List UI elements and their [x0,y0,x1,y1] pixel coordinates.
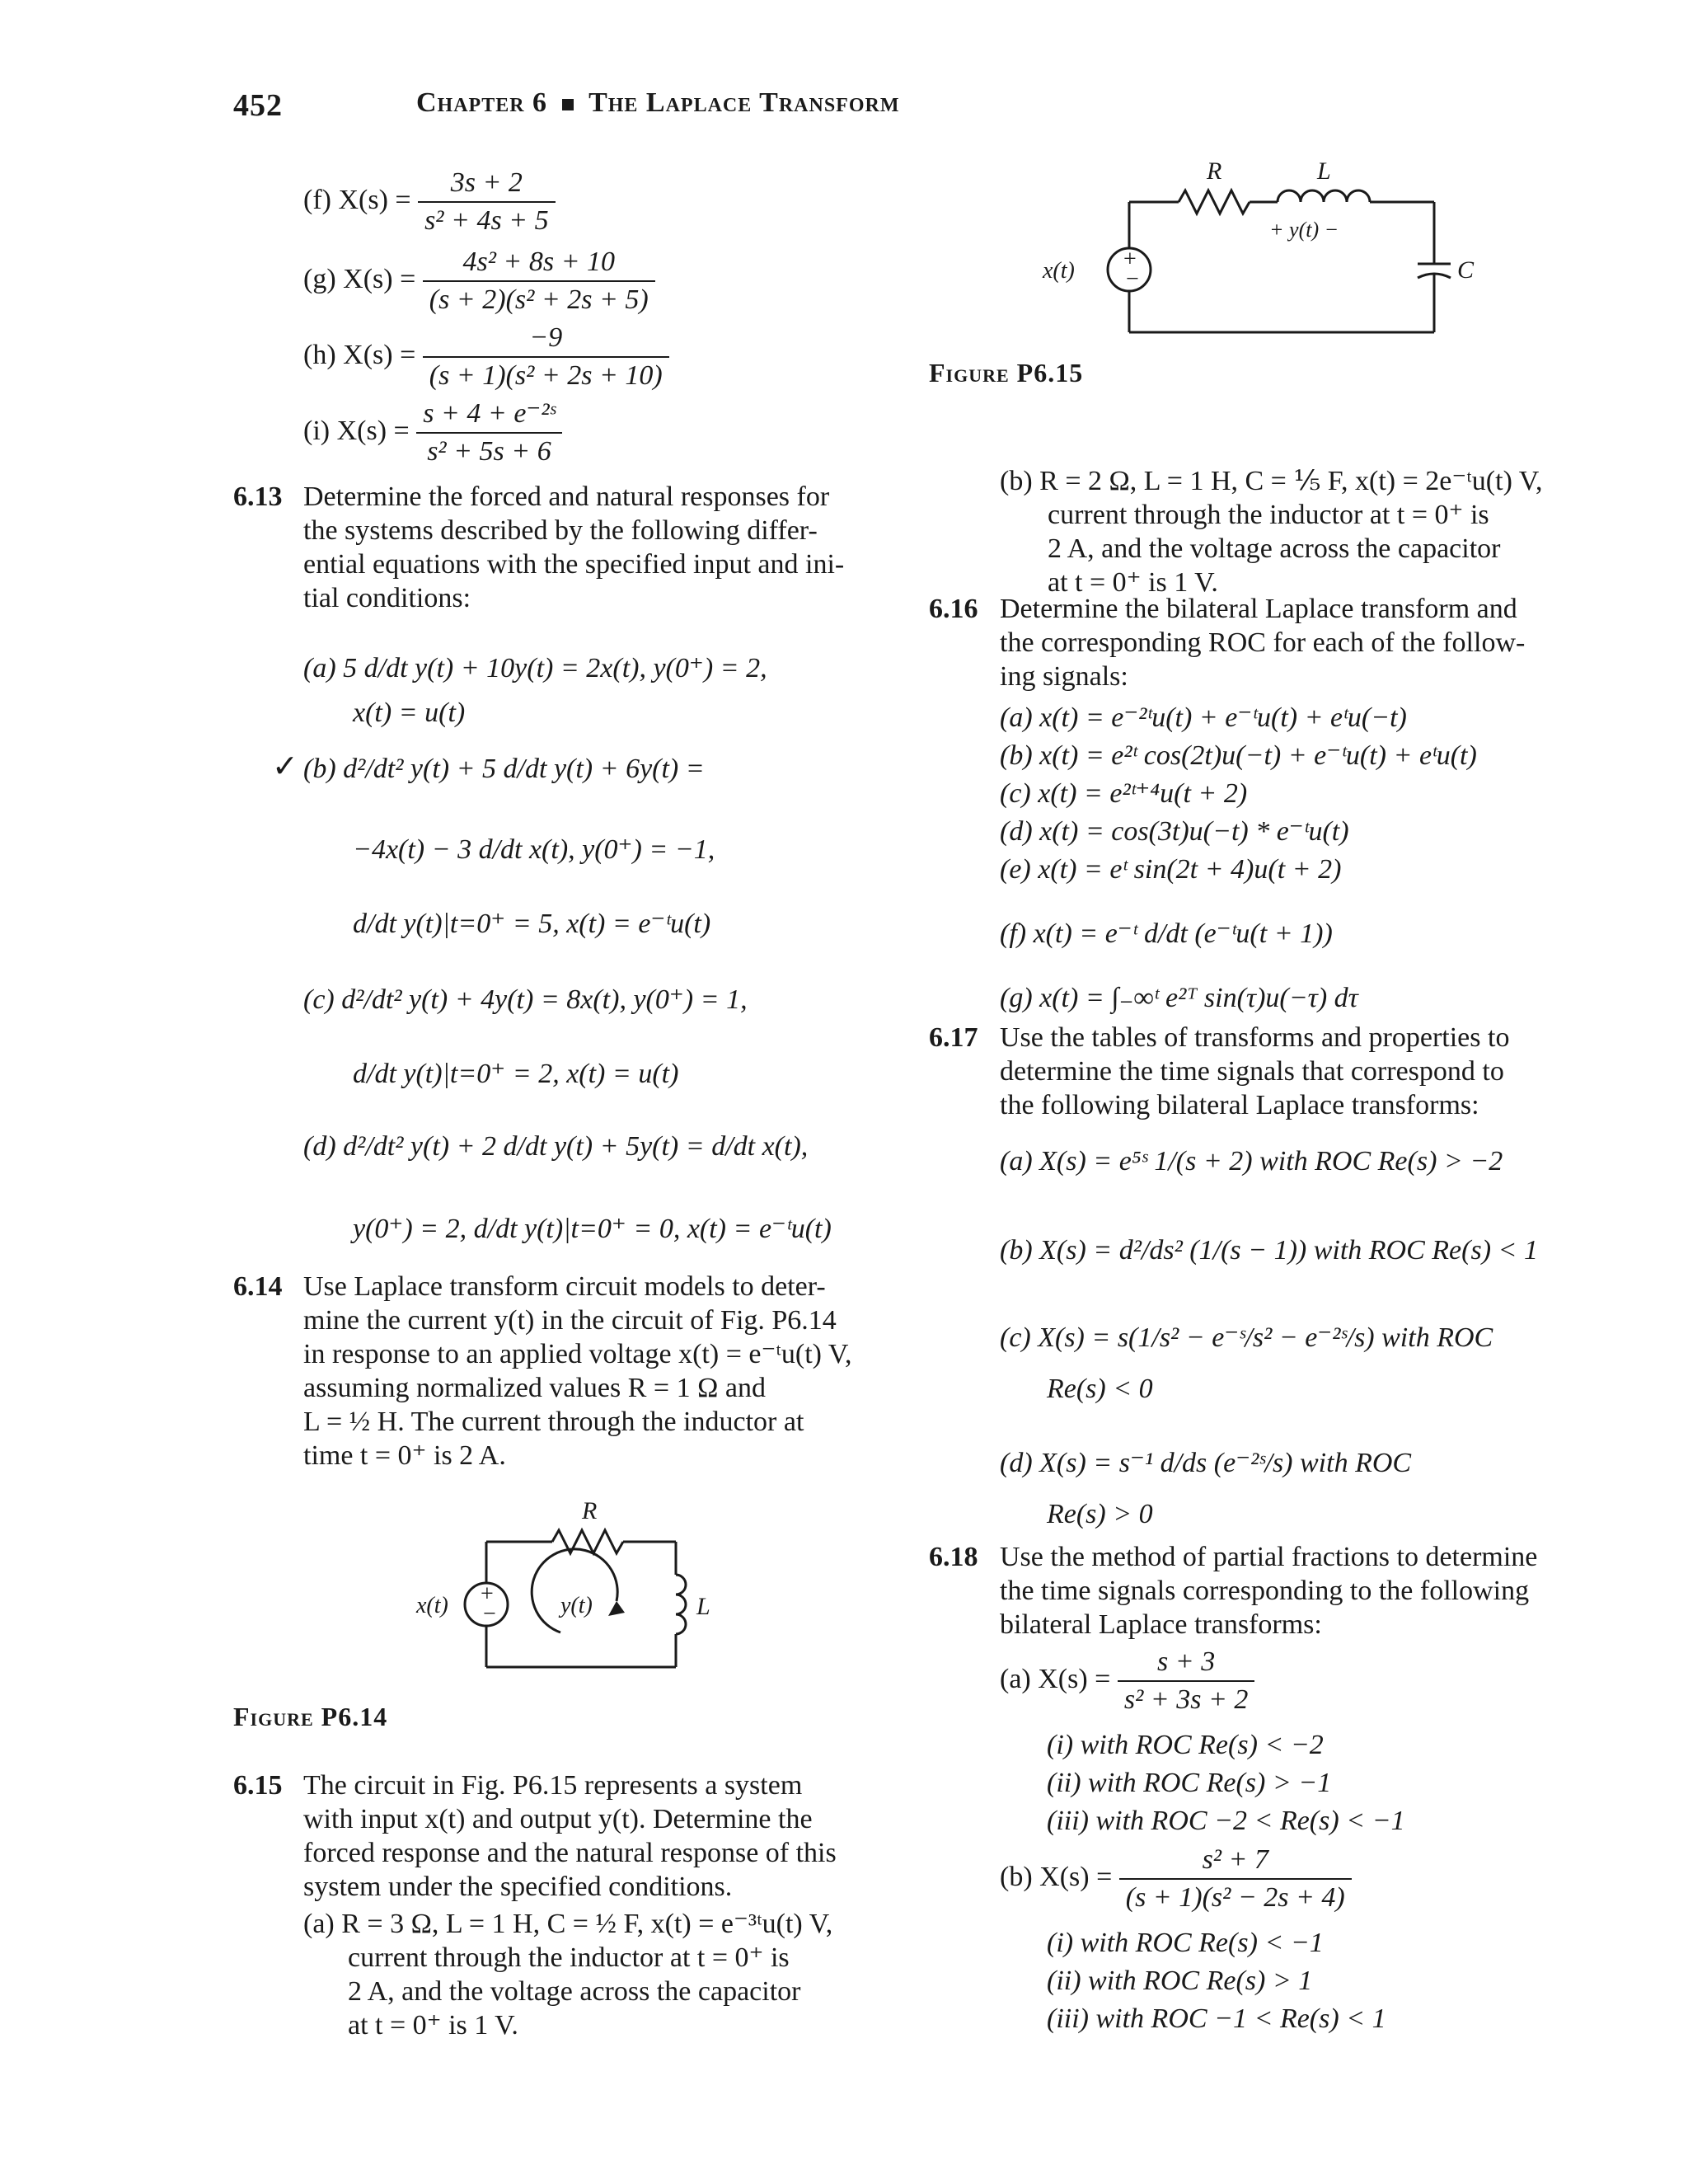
eq-f [303,165,556,239]
svg-text:−: − [483,1601,496,1627]
p618-part-b [1000,1842,1352,1916]
figure-p6-14-circuit [396,1501,742,1690]
eq-g-frac [423,244,655,318]
p613-d-line-1: (d) d²/dt² y(t) + 2 d/dt y(t) + 5y(t) = d/dt x(t), [303,1131,809,1162]
p613-line-1: Determine the forced and natural responses for [303,481,830,512]
p618a-item-i: (i) with ROC Re(s) < −2 [1047,1730,1324,1760]
p615-line-4: system under the specified conditions. [303,1872,733,1902]
problem-6-16-text [1000,592,1525,693]
problem-6-13-text [303,480,844,615]
p616-item-c: (c) x(t) = e²ᵗ⁺⁴u(t + 2) [1000,778,1248,809]
fig614-R-label: R [582,1501,598,1524]
p616-item-g: (g) x(t) = ∫₋∞ᵗ e²ᵀ sin(τ)u(−τ) dτ [1000,983,1358,1013]
p618b-frac [1119,1842,1352,1916]
problem-6-14-number: 6.14 [233,1271,283,1302]
figure-p6-15-caption: Figure P6.15 [929,358,1084,387]
p615b-line-4: at t = 0⁺ is 1 V. [1048,567,1218,598]
eq-h-num: −9 [423,320,669,358]
problem-6-15-part-a [303,1907,832,2042]
eq-g-label: (g) X(s) = [303,263,416,294]
p618a-item-iii: (iii) with ROC −2 < Re(s) < −1 [1047,1806,1405,1836]
eq-g [303,244,655,318]
check-mark-icon: ✓ [272,749,298,784]
svg-text:+: + [1123,247,1137,272]
p615a-line-3: 2 A, and the voltage across the capacitor [348,1976,801,2007]
p613-a-line-1: (a) 5 d/dt y(t) + 10y(t) = 2x(t), y(0⁺) = 2, [303,653,767,683]
p618a-frac [1118,1644,1255,1718]
p614-line-3: in response to an applied voltage x(t) = e⁻ᵗu(t) V, [303,1339,852,1369]
separator-square-icon [562,99,574,110]
chapter-title: The Laplace Transform [588,87,900,118]
problem-6-16-number: 6.16 [929,594,978,624]
p616-item-b: (b) x(t) = e²ᵗ cos(2t)u(−t) + e⁻ᵗu(t) + eᵗu(t) [1000,740,1477,771]
p613-line-4: tial conditions: [303,583,471,613]
p614-line-6: time t = 0⁺ is 2 A. [303,1440,506,1471]
resistor-symbol-615 [1179,190,1250,214]
p617-line-3: the following bilateral Laplace transforms: [1000,1090,1479,1120]
eq-f-frac [418,165,556,239]
svg-text:+: + [481,1581,494,1607]
p618-line-2: the time signals corresponding to the following [1000,1576,1530,1606]
eq-h-den: (s + 1)(s² + 2s + 10) [429,360,663,391]
p618b-label: (b) X(s) = [1000,1861,1113,1892]
problem-6-14-text [303,1270,852,1472]
p614-line-5: L = ½ H. The current through the inductor at [303,1407,804,1437]
fig615-C-label: C [1457,256,1475,284]
p617-item-d-line-2: Re(s) > 0 [1047,1499,1153,1529]
figure-p6-15-circuit [1006,161,1484,350]
p616-item-e: (e) x(t) = eᵗ sin(2t + 4)u(t + 2) [1000,854,1342,885]
fig614-x-label: x(t) [416,1593,448,1618]
problem-6-15-number: 6.15 [233,1770,283,1801]
fig615-R-label: R [1207,161,1222,185]
problem-6-13-number: 6.13 [233,481,283,512]
running-head [416,87,900,119]
p618-part-a-items [1047,1726,1405,1840]
problem-6-18-number: 6.18 [929,1542,978,1572]
p618a-den: s² + 3s + 2 [1123,1684,1249,1715]
p618-line-1: Use the method of partial fractions to determine [1000,1542,1538,1572]
p613-b-line-3: d/dt y(t)|t=0⁺ = 5, x(t) = e⁻ᵗu(t) [353,909,711,939]
p616-line-1: Determine the bilateral Laplace transform and [1000,594,1517,624]
current-loop-arrow [532,1549,617,1632]
eq-h [303,320,669,394]
problem-6-15-part-b [1000,464,1542,599]
eq-i [303,396,562,470]
p616-item-f: (f) x(t) = e⁻ᵗ d/dt (e⁻ᵗu(t + 1)) [1000,918,1333,949]
p616-item-a: (a) x(t) = e⁻²ᵗu(t) + e⁻ᵗu(t) + eᵗu(−t) [1000,702,1407,733]
p618b-item-iii: (iii) with ROC −1 < Re(s) < 1 [1047,2003,1386,2034]
p616-line-3: ing signals: [1000,661,1128,692]
fig615-L-label: L [1317,161,1331,185]
eq-f-label: (f) X(s) = [303,184,411,215]
problem-6-15-text [303,1768,837,1904]
p618b-item-ii: (ii) with ROC Re(s) > 1 [1047,1966,1313,1996]
p615a-line-4: at t = 0⁺ is 1 V. [348,2010,518,2041]
p617-item-c-line-1: (c) X(s) = s(1/s² − e⁻ˢ/s² − e⁻²ˢ/s) with ROC [1000,1322,1493,1353]
svg-text:−: − [1126,266,1139,292]
p613-d-line-2: y(0⁺) = 2, d/dt y(t)|t=0⁺ = 0, x(t) = e⁻ᵗu(t) [353,1214,832,1244]
p615b-line-2: current through the inductor at t = 0⁺ is [1048,500,1489,530]
eq-f-num: 3s + 2 [418,165,556,203]
problem-6-17-number: 6.17 [929,1022,978,1053]
eq-g-num: 4s² + 8s + 10 [423,244,655,282]
p617-line-1: Use the tables of transforms and properties to [1000,1022,1510,1053]
p618b-num: s² + 7 [1119,1842,1352,1880]
p617-item-d-line-1: (d) X(s) = s⁻¹ d/ds (e⁻²ˢ/s) with ROC [1000,1448,1412,1478]
p618a-num: s + 3 [1118,1644,1255,1682]
p613-c-line-1: (c) d²/dt² y(t) + 4y(t) = 8x(t), y(0⁺) = 1, [303,984,748,1015]
eq-g-den: (s + 2)(s² + 2s + 5) [429,284,649,315]
p614-line-1: Use Laplace transform circuit models to deter- [303,1271,826,1302]
problem-6-18-text [1000,1540,1537,1642]
eq-i-num: s + 4 + e⁻²ˢ [416,396,562,434]
p613-b-line-1: (b) d²/dt² y(t) + 5 d/dt y(t) + 6y(t) = [303,754,705,784]
p618-line-3: bilateral Laplace transforms: [1000,1609,1322,1640]
p615a-line-2: current through the inductor at t = 0⁺ is [348,1942,790,1973]
fig615-x-label: x(t) [1043,258,1075,284]
p615b-line-3: 2 A, and the voltage across the capacitor [1048,533,1501,564]
eq-f-den: s² + 4s + 5 [424,205,549,236]
eq-i-frac [416,396,562,470]
p615-line-1: The circuit in Fig. P6.15 represents a system [303,1770,803,1801]
page-number: 452 [233,88,283,123]
p617-line-2: determine the time signals that correspond to [1000,1056,1504,1087]
p613-line-2: the systems described by the following differ- [303,515,818,546]
p613-line-3: ential equations with the specified input and ini- [303,549,845,580]
problem-6-17-text [1000,1021,1509,1122]
p618b-den: (s + 1)(s² − 2s + 4) [1125,1882,1345,1913]
p615b-line-1: (b) R = 2 Ω, L = 1 H, C = ⅕ F, x(t) = 2e⁻ᵗu(t) V, [1000,466,1543,496]
p617-item-c-line-2: Re(s) < 0 [1047,1374,1153,1404]
eq-h-label: (h) X(s) = [303,339,416,370]
p613-a-line-2: x(t) = u(t) [353,697,466,728]
p618a-label: (a) X(s) = [1000,1663,1111,1694]
fig615-y-label: + y(t) − [1269,218,1339,242]
inductor-symbol-615 [1278,190,1370,202]
p618-part-a [1000,1644,1254,1718]
fig614-L-label: L [696,1593,710,1620]
p616-line-2: the corresponding ROC for each of the follow- [1000,627,1526,658]
problem-6-16-items [1000,699,1477,889]
p616-item-d: (d) x(t) = cos(3t)u(−t) * e⁻ᵗu(t) [1000,816,1349,847]
p614-line-4: assuming normalized values R = 1 Ω and [303,1373,766,1403]
p618a-item-ii: (ii) with ROC Re(s) > −1 [1047,1768,1332,1798]
eq-i-label: (i) X(s) = [303,415,410,446]
p617-item-b: (b) X(s) = d²/ds² (1/(s − 1)) with ROC Re(s) < 1 [1000,1235,1538,1266]
p614-line-2: mine the current y(t) in the circuit of Fig. P6.14 [303,1305,837,1336]
p613-b-line-2: −4x(t) − 3 d/dt x(t), y(0⁺) = −1, [353,834,715,865]
p615a-line-1: (a) R = 3 Ω, L = 1 H, C = ½ F, x(t) = e⁻³ᵗu(t) V, [303,1909,833,1939]
p615-line-3: forced response and the natural response of this [303,1838,837,1868]
inductor-symbol [676,1575,686,1634]
p613-c-line-2: d/dt y(t)|t=0⁺ = 2, x(t) = u(t) [353,1059,679,1089]
figure-p6-14-caption: Figure P6.14 [233,1702,388,1731]
eq-h-frac [423,320,669,394]
chapter-label: Chapter 6 [416,87,548,118]
p618-part-b-items [1047,1924,1386,2038]
p617-item-a: (a) X(s) = e⁵ˢ 1/(s + 2) with ROC Re(s) > −2 [1000,1146,1503,1177]
p618b-item-i: (i) with ROC Re(s) < −1 [1047,1928,1324,1958]
p615-line-2: with input x(t) and output y(t). Determine the [303,1804,813,1834]
eq-i-den: s² + 5s + 6 [427,436,551,467]
fig614-y-label: y(t) [560,1593,593,1618]
